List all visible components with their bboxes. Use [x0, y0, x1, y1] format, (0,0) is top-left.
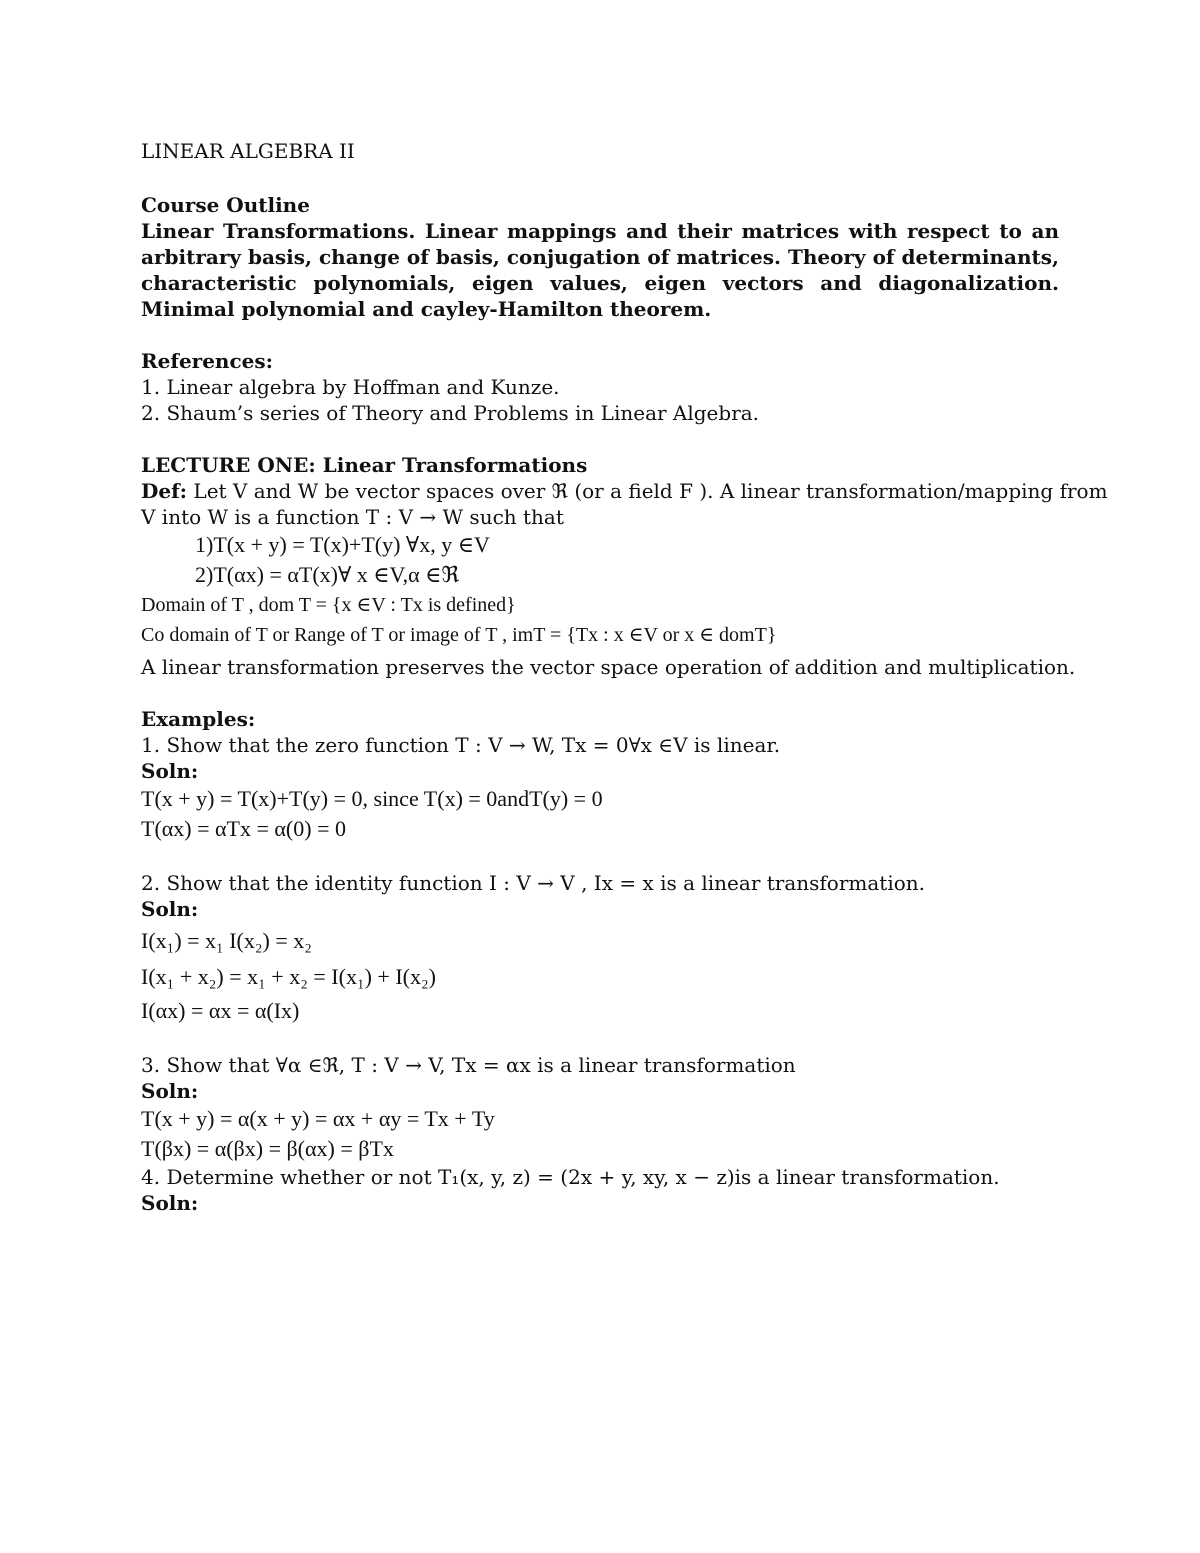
definition-line-2: V into W is a function T : V → W such that	[141, 505, 564, 529]
definition-condition-2: 2)T(αx) = αT(x)∀ x ∈V,α ∈ℜ	[195, 562, 460, 587]
example-2-solution-line: I(x₁) = x₁ I(x₂) = x₂	[141, 928, 312, 953]
example-3: 3. Show that ∀α ∈ℜ, T : V → V, Tx = αx is a linear transformation	[141, 1053, 796, 1077]
reference-item: 1. Linear algebra by Hoffman and Kunze.	[141, 375, 560, 399]
lecture-heading: LECTURE ONE: Linear Transformations	[141, 453, 588, 477]
def-text: Let V and W be vector spaces over ℜ (or a field F ). A linear transformation/mapping from	[187, 479, 1108, 503]
example-2-solution-line: I(αx) = αx = α(Ix)	[141, 998, 300, 1023]
reference-item: 2. Shaum’s series of Theory and Problems in Linear Algebra.	[141, 401, 760, 425]
domain-line: Domain of T , dom T = {x ∈V : Tx is defined}	[141, 594, 516, 616]
solution-label: Soln:	[141, 759, 199, 783]
example-2: 2. Show that the identity function I : V → V , Ix = x is a linear transformation.	[141, 871, 926, 895]
definition-line	[141, 478, 1108, 504]
example-3-solution-line: T(βx) = α(βx) = β(αx) = βTx	[141, 1136, 394, 1161]
references-heading: References:	[141, 349, 274, 373]
example-1-solution-line: T(x + y) = T(x)+T(y) = 0, since T(x) = 0andT(y) = 0	[141, 786, 603, 811]
example-2-solution-line: I(x₁ + x₂) = x₁ + x₂ = I(x₁) + I(x₂)	[141, 964, 436, 989]
example-4: 4. Determine whether or not T₁(x, y, z) = (2x + y, xy, x − z)is a linear transformation.	[141, 1165, 1000, 1189]
preserves-line: A linear transformation preserves the vector space operation of addition and multiplication.	[141, 655, 1076, 679]
codomain-line: Co domain of T or Range of T or image of T , imT = {Tx : x ∈V or x ∈ domT}	[141, 624, 777, 646]
solution-label: Soln:	[141, 1191, 199, 1215]
example-3-solution-line: T(x + y) = α(x + y) = αx + αy = Tx + Ty	[141, 1106, 495, 1131]
example-1-solution-line: T(αx) = αTx = α(0) = 0	[141, 816, 346, 841]
course-outline-text: Linear Transformations. Linear mappings and their matrices with respect to an arbitrary basis, change of basis, conjugation of matrices. Theory of determinants, characteristic polynomials, eigen values, eigen vectors and diagonalization. Minimal polynomial and cayley-Hamilton theorem.	[141, 219, 1059, 321]
solution-label: Soln:	[141, 897, 199, 921]
examples-heading: Examples:	[141, 707, 256, 731]
definition-condition-1: 1)T(x + y) = T(x)+T(y) ∀x, y ∈V	[195, 532, 490, 557]
example-1: 1. Show that the zero function T : V → W, Tx = 0∀x ∈V is linear.	[141, 733, 781, 757]
course-outline-heading: Course Outline	[141, 193, 310, 217]
def-label: Def:	[141, 479, 188, 503]
document-title: LINEAR ALGEBRA II	[141, 139, 355, 163]
document-page	[141, 138, 1108, 1216]
solution-label: Soln:	[141, 1079, 199, 1103]
